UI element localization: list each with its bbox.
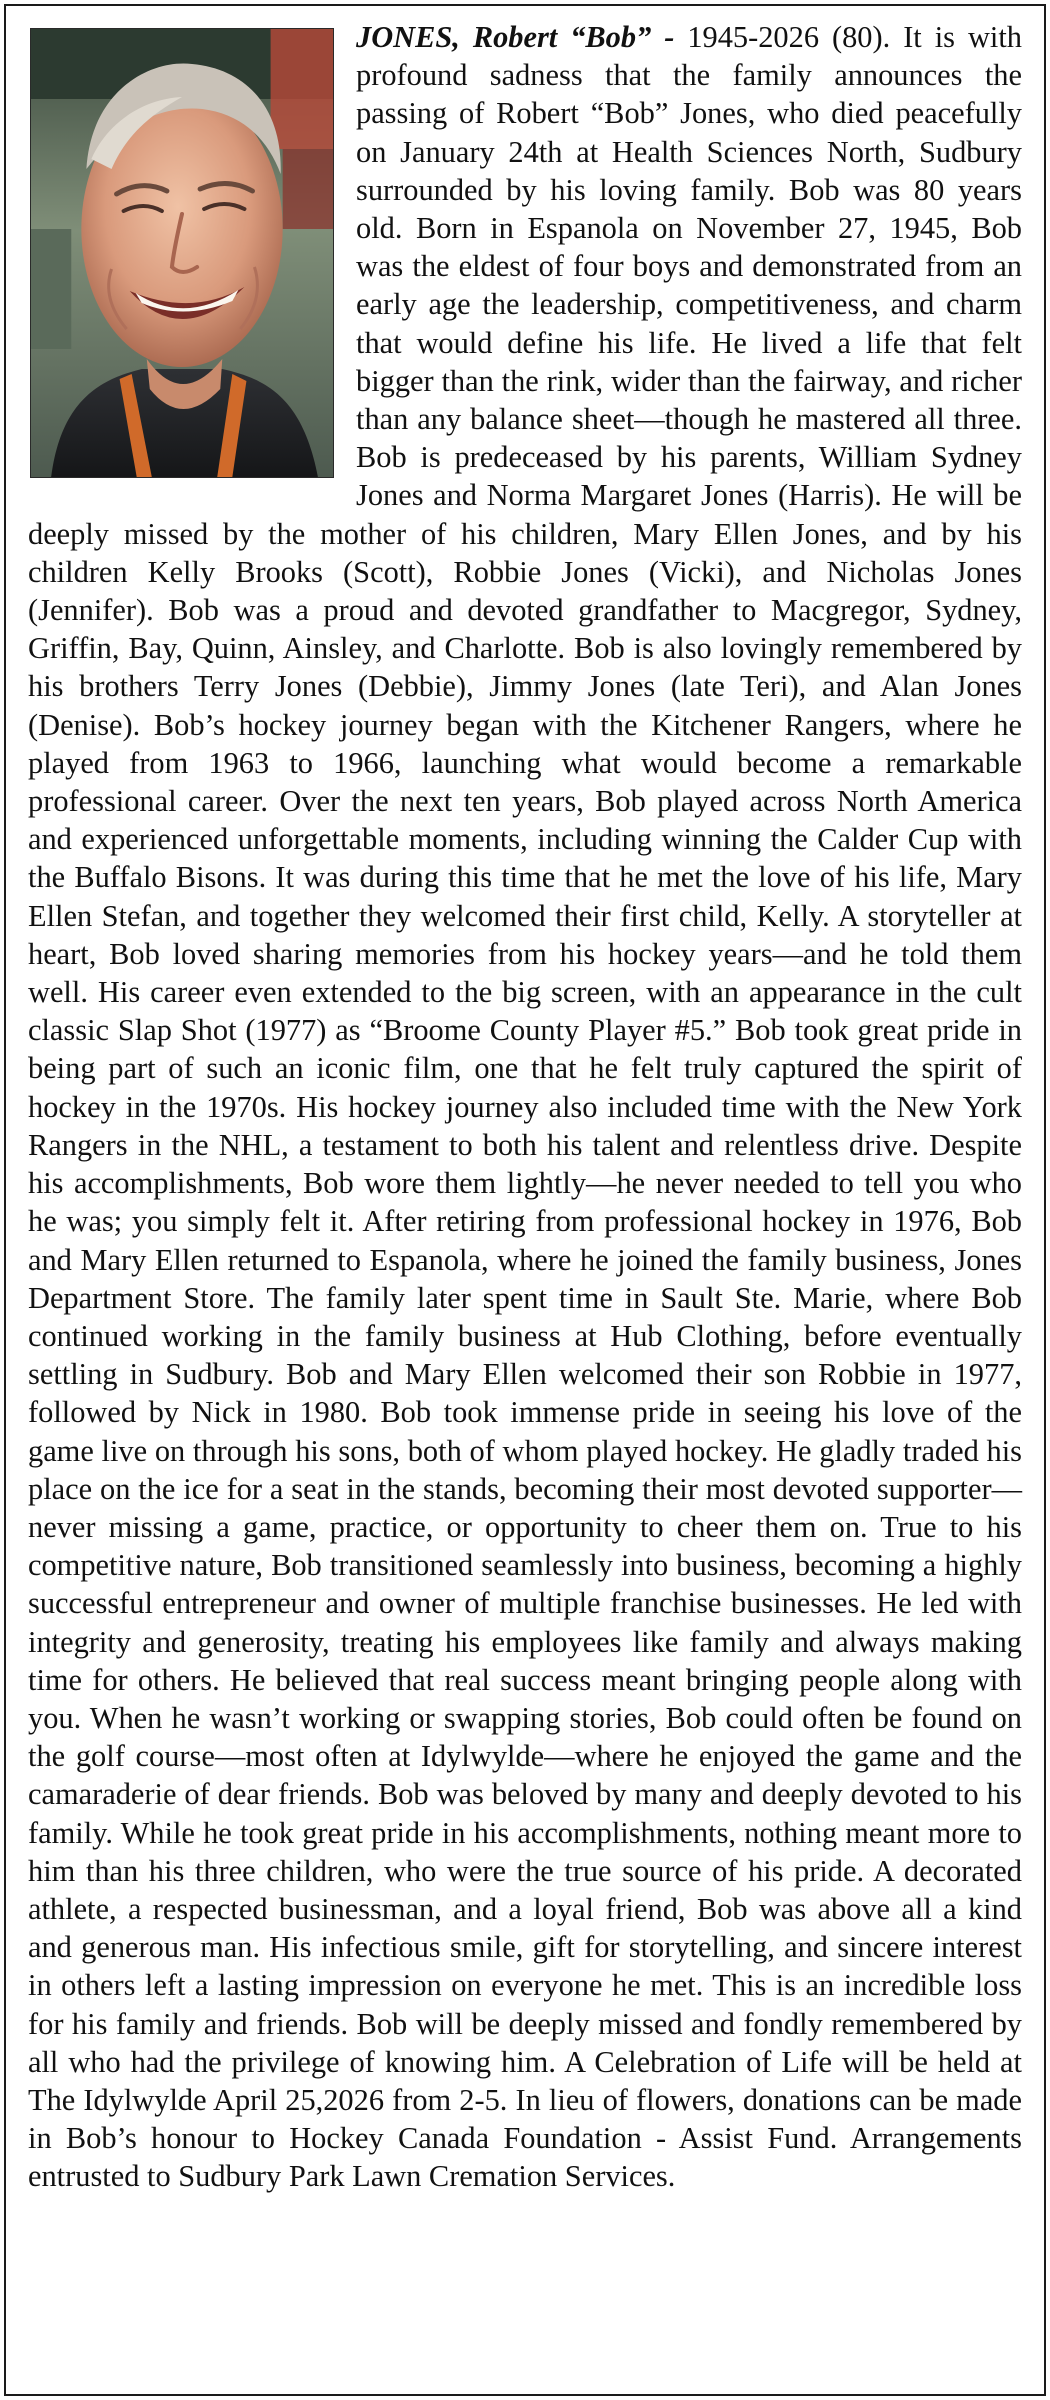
obituary-content xyxy=(28,18,1022,2384)
portrait-illustration xyxy=(31,29,333,477)
life-dates: 1945-2026 (80). xyxy=(674,20,904,54)
portrait-photo xyxy=(30,28,334,478)
obituary-frame xyxy=(4,4,1046,2396)
obituary-body: It is with profound sadness that the family announces the passing of Robert “Bob” Jones, who died peacefully on January 24th at Health Sciences North, Sudbury surrounded by his loving family. Bob was 80 years old. Born in Espanola on November 27, 1945, Bob was the eldest of four boys and demonstrated from an early age the leadership, competitiveness, and charm that would define his life. He lived a life that felt bigger than the rink, wider than the fairway, and richer than any balance sheet—though he mastered all three. Bob is predeceased by his parents, William Sydney Jones and Norma Margaret Jones (Harris). He will be deeply missed by the mother of his children, Mary Ellen Jones, and by his children Kelly Brooks (Scott), Robbie Jones (Vicki), and Nicholas Jones (Jennifer). Bob was a proud and devoted grandfather to Macgregor, Sydney, Griffin, Bay, Quinn, Ainsley, and Charlotte. Bob is also lovingly remembered by his brothers Terry Jones (Debbie), Jimmy Jones (late Teri), and Alan Jones (Denise). Bob’s hockey journey began with the Kitchener Rangers, where he played from 1963 to 1966, launching what would become a remarkable professional career. Over the next ten years, Bob played across North America and experienced unforgettable moments, including winning the Calder Cup with the Buffalo Bisons. It was during this time that he met the love of his life, Mary Ellen Stefan, and together they welcomed their first child, Kelly. A storyteller at heart, Bob loved sharing memories from his hockey years—and he told them well. His career even extended to the big screen, with an appearance in the cult classic Slap Shot (1977) as “Broome County Player #5.” Bob took great pride in being part of such an iconic film, one that he felt truly captured the spirit of hockey in the 1970s. His hockey journey also included time with the New York Rangers in the NHL, a testament to both his talent and relentless drive. Despite his accomplishments, Bob wore them lightly—he never needed to tell you who he was; you simply felt it. After retiring from professional hockey in 1976, Bob and Mary Ellen returned to Espanola, where he joined the family business, Jones Department Store. The family later spent time in Sault Ste. Marie, where Bob continued working in the family business at Hub Clothing, before eventually settling in Sudbury. Bob and Mary Ellen welcomed their son Robbie in 1977, followed by Nick in 1980. Bob took immense pride in seeing his love of the game live on through his sons, both of whom played hockey. He gladly traded his place on the ice for a seat in the stands, becoming their most devoted supporter—never missing a game, practice, or opportunity to cheer them on. True to his competitive nature, Bob transitioned seamlessly into business, becoming a highly successful entrepreneur and owner of multiple franchise businesses. He led with integrity and generosity, treating his employees like family and always making time for others. He believed that real success meant bringing people along with you. When he wasn’t working or swapping stories, Bob could often be found on the golf course—most often at Idylwylde—where he enjoyed the game and the camaraderie of dear friends. Bob was beloved by many and deeply devoted to his family. While he took great pride in his accomplishments, nothing meant more to him than his three children, who were the true source of his pride. A decorated athlete, a respected businessman, and a loyal friend, Bob was above all a kind and generous man. His infectious smile, gift for storytelling, and sincere interest in others left a lasting impression on everyone he met. This is an incredible loss for his family and friends. Bob will be deeply missed and fondly remembered by all who had the privilege of knowing him. A Celebration of Life will be held at The Idylwylde April 25,2026 from 2-5. In lieu of flowers, donations can be made in Bob’s honour to Hockey Canada Foundation - Assist Fund. Arrangements entrusted to Sudbury Park Lawn Cremation Services. xyxy=(28,20,1022,2194)
deceased-name: JONES, Robert “Bob” - xyxy=(356,20,675,54)
